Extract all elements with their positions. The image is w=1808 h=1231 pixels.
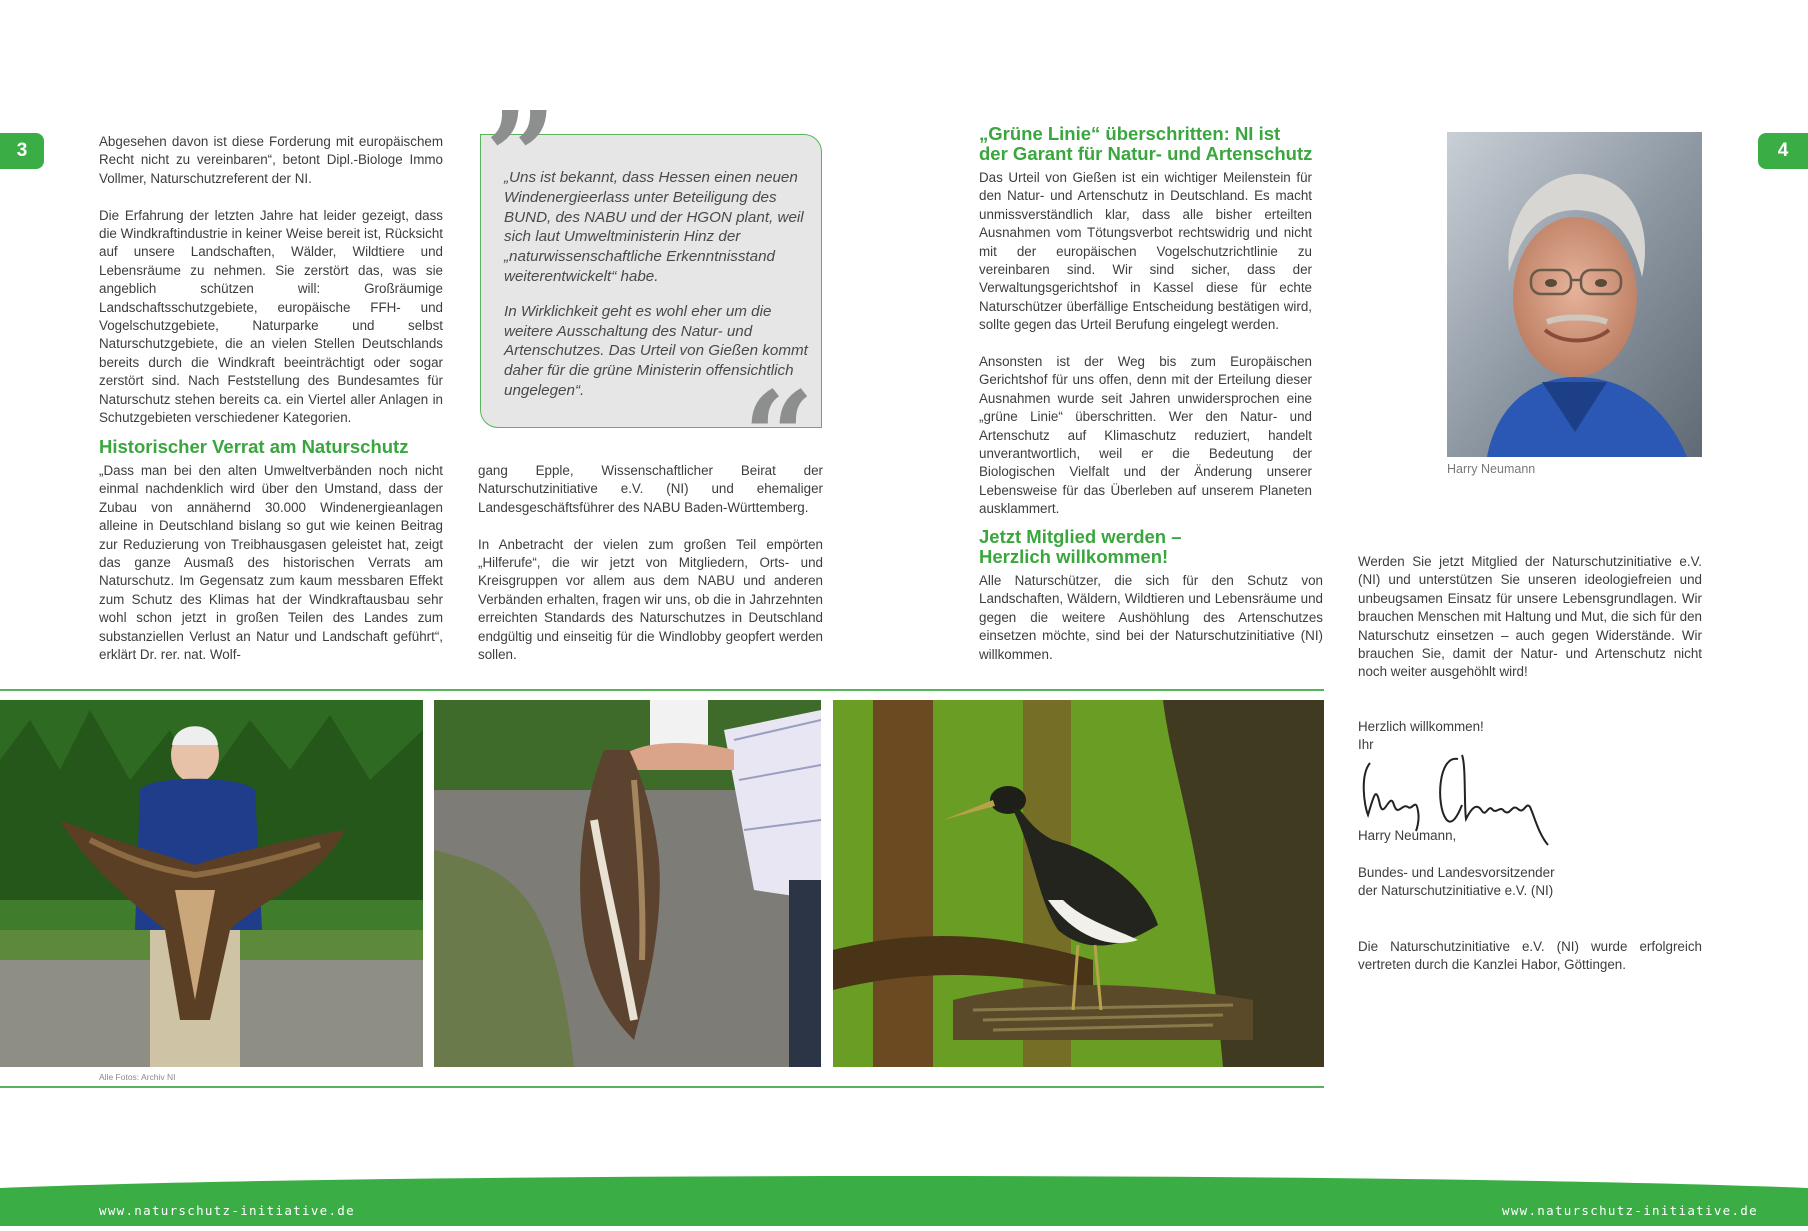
photo-black-stork-in-forest [833,700,1324,1067]
col2-paragraph-1: gang Epple, Wissenschaftlicher Beirat der Naturschutzinitiative e.V. (NI) und ehemaliger Landesgeschäftsführer des NABU Baden-Württemberg. [478,463,823,515]
footer-url-right[interactable]: www.naturschutz-initiative.de [1502,1203,1758,1218]
heading-gruene-linie [979,124,1359,164]
column-4 [1358,553,1702,682]
heading-historischer-verrat: Historischer Verrat am Naturschutz [99,436,409,457]
photo-strip-top-line [0,689,1324,691]
signature-name: Harry Neumann, [1358,828,1457,843]
greeting: Herzlich willkommen! [1358,719,1484,734]
signature-role-line-1: Bundes- und Landesvorsitzender [1358,865,1555,880]
quote-open-mark: ” [485,85,557,230]
quote-close-mark: “ [743,365,815,510]
quote-paragraph-1: „Uns ist bekannt, dass Hessen einen neuen Windenergieerlass unter Beteiligung des BUND, des NABU und der HGON plant, weil sich laut Umweltministerin Hinz der „naturwissenschaftliche Erkenntnisstand weiterentwickelt“ habe. [504,169,804,285]
page-number-right: 4 [1758,133,1808,169]
col3-paragraph-1: Das Urteil von Gießen ist ein wichtiger Meilenstein für den Natur- und Artenschutz in Deutschland. Es macht unmissverständlich klar, dass alle bisher erteilten Ausnahmen vom Tötungsverbot rechtswidrig und nicht mit der europäischen Vogelschutzrichtlinie zu vereinbaren sind. Wir sind sicher, dass der Verwaltungsgerichtshof in Kassel diese für echte Naturschützer überfällige Entscheidung bestätigen wird, sollte gegen das Urteil Berufung eingelegt werden. [979,170,1312,333]
col2-paragraph-2: In Anbetracht der vielen zum großen Teil empörten „Hilferufe“, die wir jetzt von Mitgliedern, Orts- und Kreisgruppen vor allem aus dem NABU und anderen Verbänden erhalten, fragen wir uns, ob die in Jahrzehnten erreichten Standards des Naturschutzes in Deutschland endgültig und einseitig für die Windlobby geopfert werden sollen. [478,536,823,663]
col3-paragraph-3: Alle Naturschützer, die sich für den Schutz von Landschaften, Wäldern, Wildtieren und Lebensräume und gegen die weitere Aushöhlung des Artenschutzes einsetzen möchte, sind bei der Naturschutzinitiative (NI) willkommen. [979,573,1323,662]
heading-mitglied-werden [979,527,1339,567]
signature-role-line-2: der Naturschutzinitiative e.V. (NI) [1358,883,1554,899]
col1-paragraph-2: Die Erfahrung der letzten Jahre hat leider gezeigt, dass die Windkraftindustrie in keiner Weise bereit ist, Rücksicht auf unsere Landschaften, Wälder, Wildtiere und Lebensräume zu nehmen. Sie zerstört das, was sie angeblich schützen will: Großräumige Landschaftsschutzgebiete, europäische FFH- und Vogelschutzgebiete, Naturparke und selbst Naturschutzgebiete, die an vielen Stellen Deutschlands bereits durch die Windkraft beeinträchtigt oder sogar zerstört sind. Nach Feststellung des Bundesamtes für Naturschutz stehen bereits ca. ein Viertel aller Anlagen in Schutzgebieten verschiedener Kategorien. [99,207,443,426]
column-1 [99,133,443,427]
photo-strip-bottom-line [0,1086,1324,1088]
heading-mitglied-line-2: Herzlich willkommen! [979,546,1169,567]
column-3 [979,169,1312,519]
col1-paragraph-3: „Dass man bei den alten Umweltverbänden noch nicht einmal nachdenklich wird über den Umstand, dass der Zubau von annähernd 30.000 Windenergieanlagen alleine in Deutschland bislang so gut wie keinen Beitrag zur Reduzierung von Treibhausgasen geleistet hat, zeigt das ganze Ausmaß des historischen Verrats am Naturschutz. Im Gegensatz zum kaum messbaren Effekt zum Schutz des Klimas hat der Windkraftausbau sehr wohl schon jetzt in großen Teilen des Landes zum substanziellen Verlust an Natur und Landschaft geführt“, erklärt Dr. rer. nat. Wolf- [99,463,443,663]
col4-paragraph-1: Werden Sie jetzt Mitglied der Naturschutzinitiative e.V. (NI) und unterstützen Sie unseren ideologiefreien und unbeugsamen Einsatz für unsere Lebensgrundlagen. Wir brauchen Menschen mit Haltung und Mut, die sich für den Naturschutz einsetzen – auch gegen Widerstände. Wir brauchen Sie, damit der Natur- und Artenschutz nicht noch weiter ausgehöhlt wird! [1358,554,1702,680]
photo-credit: Alle Fotos: Archiv NI [99,1072,176,1082]
quote-paragraph-2: In Wirklichkeit geht es wohl eher um die weitere Ausschaltung des Natur- und Artenschutzes. Das Urteil von Gießen kommt daher für die grüne Ministerin offensichtlich ungelegen“. [504,302,808,399]
col3-paragraph-2: Ansonsten ist der Weg bis zum Europäischen Gerichtshof für uns offen, denn mit der Erteilung dieser Ausnahmen wurde seit Jahren unwidersprochen eine „grüne Linie“ überschritten. Wer den Natur- und Artenschutz auf Klimaschutz reduziert, handelt unverantwortlich, weil er die Bedeutung der Biologischen Vielfalt und der Änderung unserer Lebensweise für das Überleben auf unserem Planeten ausklammert. [979,354,1312,517]
quote-text [504,168,810,401]
col1-paragraph-1: Abgesehen davon ist diese Forderung mit europäischem Recht nicht zu vereinbaren“, betont Dipl.-Biologe Immo Vollmer, Naturschutzreferent der NI. [99,134,443,186]
photo-hand-holding-dead-bird [434,700,821,1067]
signature-role [1358,864,1555,901]
photo-man-with-dead-bird [0,700,423,1067]
portrait-caption: Harry Neumann [1447,462,1536,476]
col4-paragraph-2: Die Naturschutzinitiative e.V. (NI) wurde erfolgreich vertreten durch die Kanzlei Habor, Göttingen. [1358,939,1702,973]
heading-gruene-linie-line-2: der Garant für Natur- und Artenschutz [979,143,1313,164]
heading-mitglied-line-1: Jetzt Mitglied werden – [979,526,1182,547]
heading-gruene-linie-line-1: „Grüne Linie“ überschritten: NI ist [979,123,1281,144]
page-number-left: 3 [0,133,44,169]
column-2 [478,462,823,664]
footer-url-left[interactable]: www.naturschutz-initiative.de [99,1203,355,1218]
portrait-photo-harry-neumann [1447,132,1702,457]
greeting-ihr: Ihr [1358,737,1374,753]
